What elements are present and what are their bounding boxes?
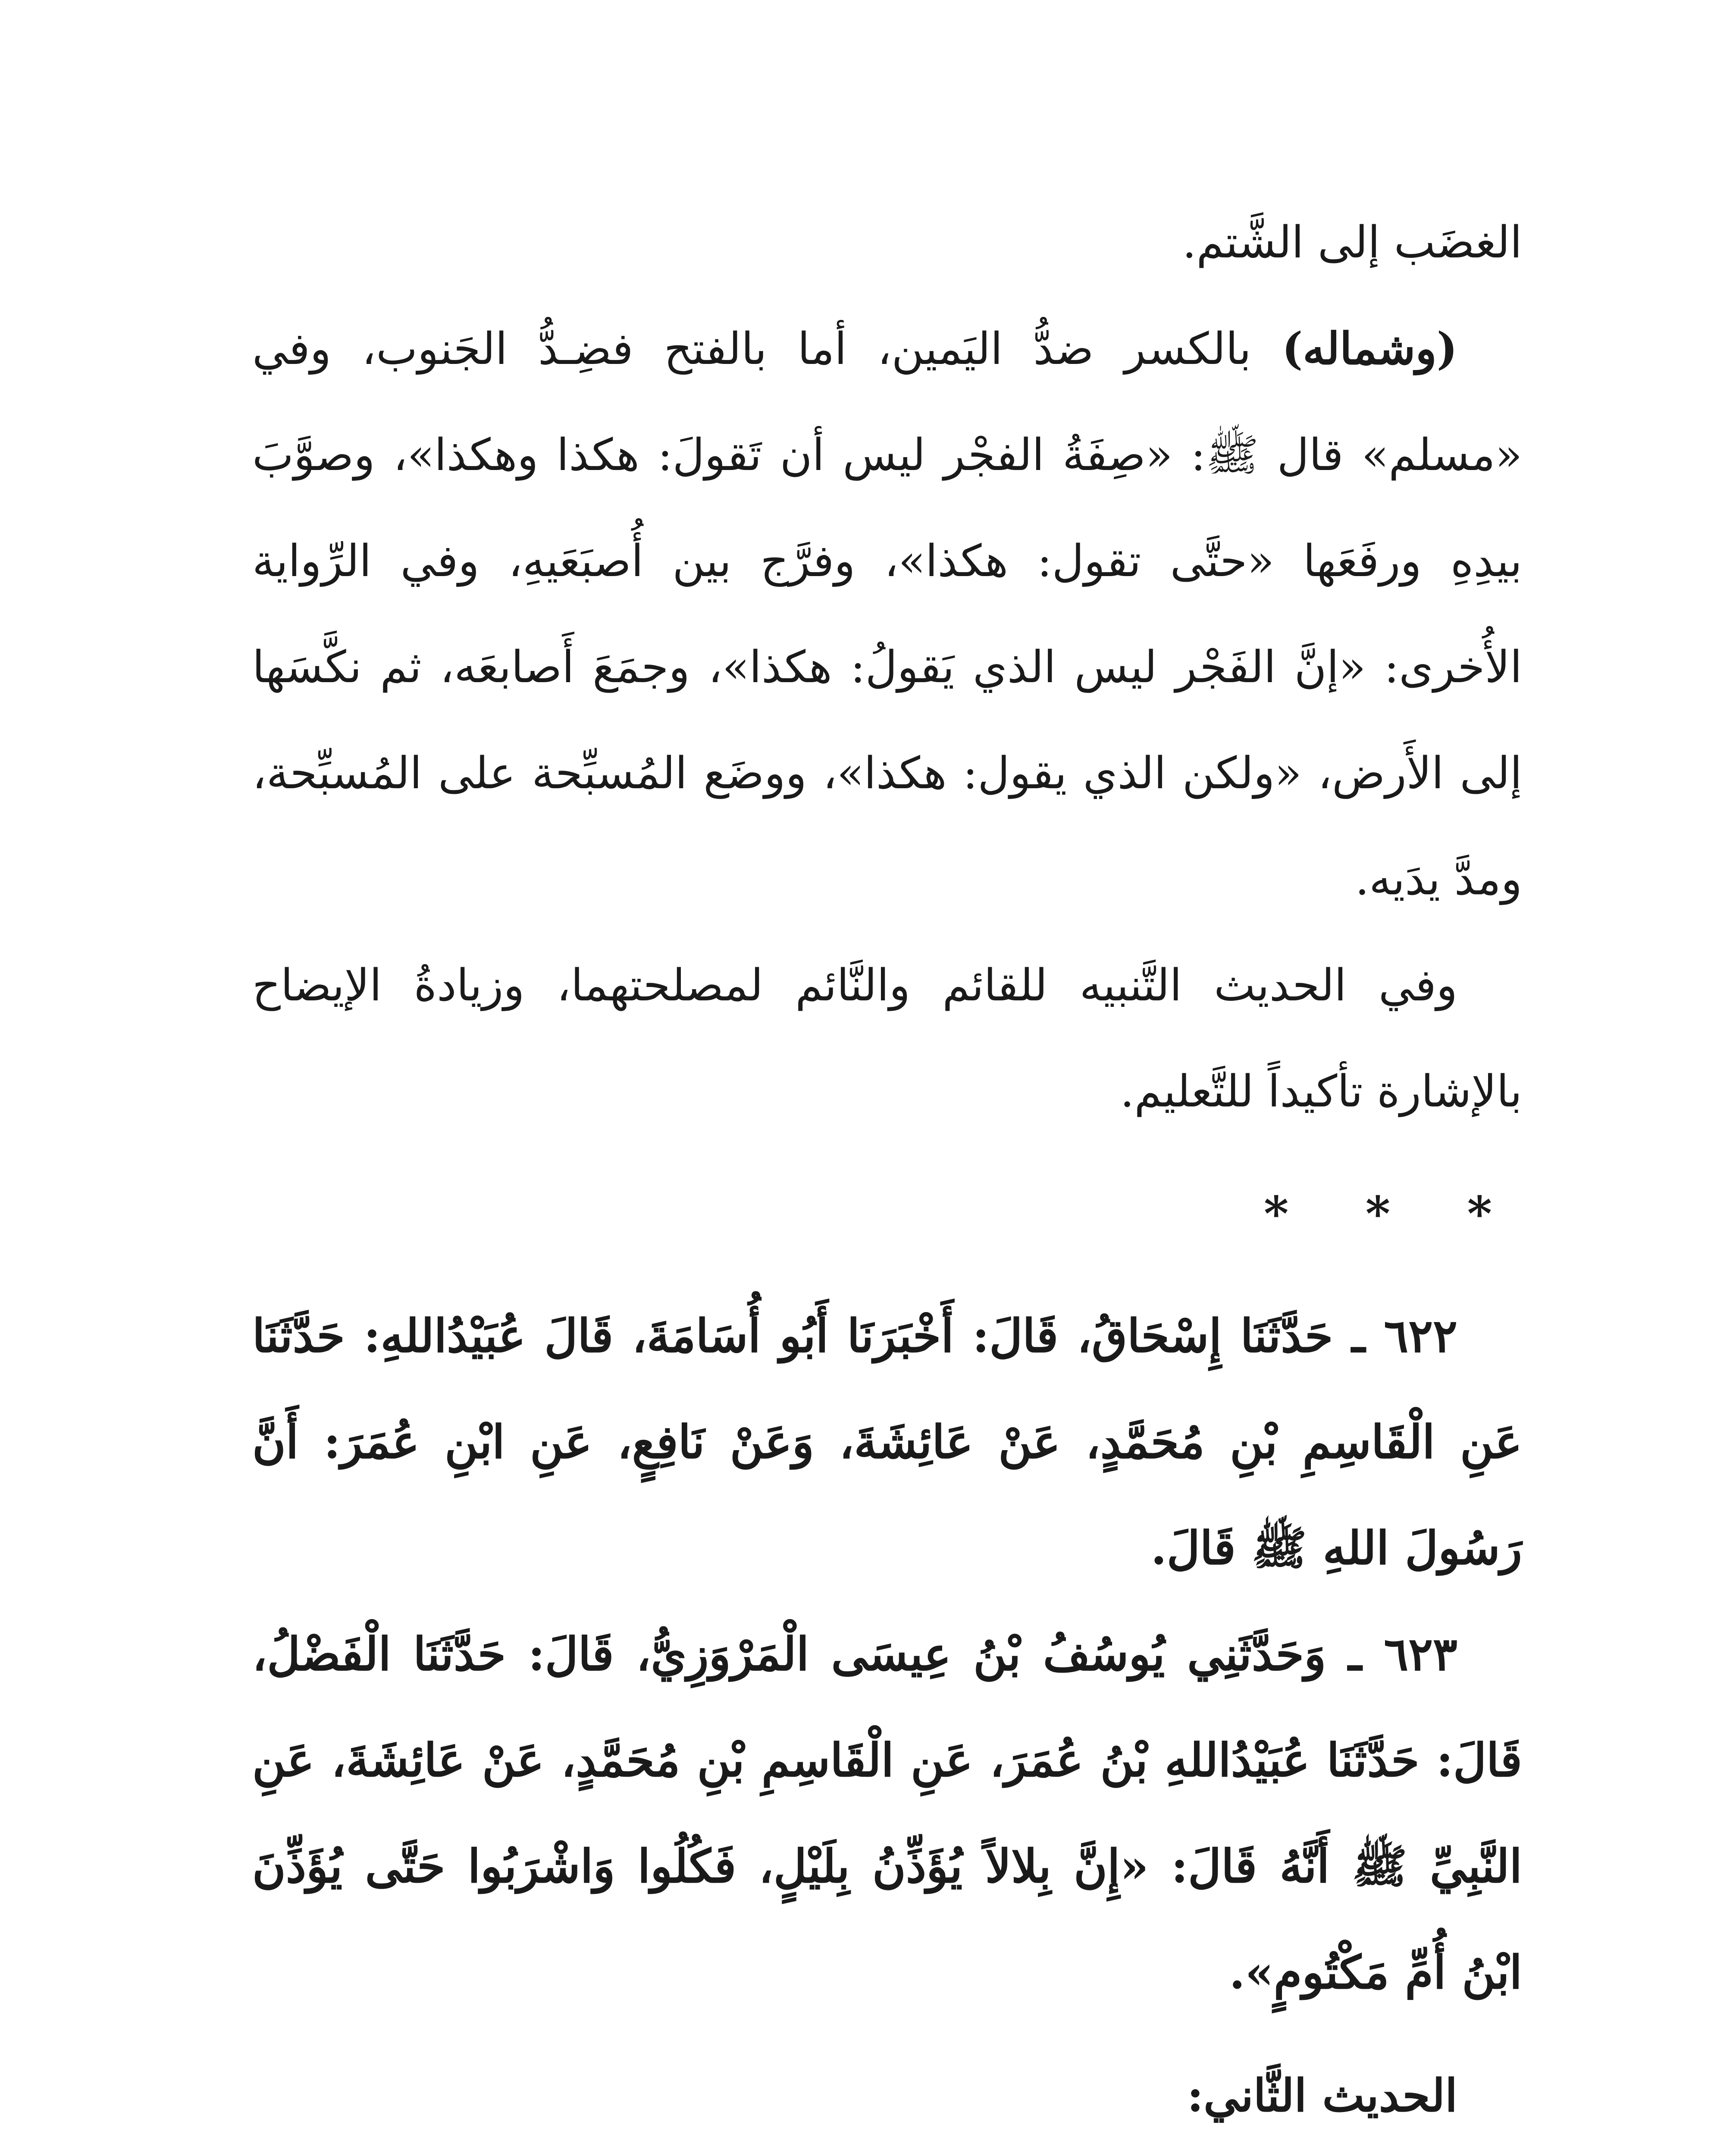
paragraph-tanbih: وفي الحديث التَّنبيه للقائم والنَّائم لمصلحتهما، وزيادةُ الإيضاح بالإشارة تأكيداً للتَّعليم. xyxy=(252,960,1522,1117)
section-separator: * * * xyxy=(1263,1186,1522,1241)
paragraph-shimaluh-text: بالكسر ضدُّ اليَمين، أما بالفتح فضِـدُّ الجَنوب، وفي «مسلم» قال ﷺ: «صِفَةُ الفجْر ليس أن تَقولَ: هكذا وهكذا»، وصوَّبَ بيدِهِ ورفَعَها «حتَّى تقول: هكذا»، وفرَّج بين أُصبَعَيهِ، وفي الرِّواية الأُخرى: «إنَّ الفَجْر ليس الذي يَقولُ: هكذا»، وجمَعَ أَصابعَه، ثم نكَّسَها إلى الأَرض، «ولكن الذي يقول: هكذا»، ووضَع المُسبِّحة على المُسبِّحة، ومدَّ يدَيه. xyxy=(252,323,1522,905)
commentary-heading: الحديث الثَّاني: xyxy=(1187,2069,1457,2122)
term-shimaluh: (وشماله) xyxy=(1282,323,1457,375)
page-body xyxy=(252,190,1522,2156)
hadith-622: ٦٢٢ ـ حَدَّثَنَا إِسْحَاقُ، قَالَ: أَخْبَرَنَا أَبُو أُسَامَةَ، قَالَ عُبَيْدُاللهِ: حَدَّثَنَا عَنِ الْقَاسِمِ بْنِ مُحَمَّدٍ، عَنْ عَائِشَةَ، وَعَنْ نَافِعٍ، عَنِ ابْنِ عُمَرَ: أَنَّ رَسُولَ اللهِ ﷺ قَالَ. xyxy=(252,1309,1522,1575)
paragraph-shimaluh xyxy=(252,296,1522,933)
hadith-623: ٦٢٣ ـ وَحَدَّثَنِي يُوسُفُ بْنُ عِيسَى الْمَرْوَزِيُّ، قَالَ: حَدَّثَنَا الْفَضْلُ، قَالَ: حَدَّثَنَا عُبَيْدُاللهِ بْنُ عُمَرَ، عَنِ الْقَاسِمِ بْنِ مُحَمَّدٍ، عَنْ عَائِشَةَ، عَنِ النَّبِيِّ ﷺ أَنَّهُ قَالَ: «إِنَّ بِلالاً يُؤَذِّنُ بِلَيْلٍ، فَكُلُوا وَاشْرَبُوا حَتَّى يُؤَذِّنَ ابْنُ أُمِّ مَكْتُومٍ». xyxy=(252,1627,1522,1999)
paragraph-continuation: الغضَب إلى الشَّتم. xyxy=(1182,217,1522,268)
paragraph-ishaq xyxy=(252,2149,1522,2156)
